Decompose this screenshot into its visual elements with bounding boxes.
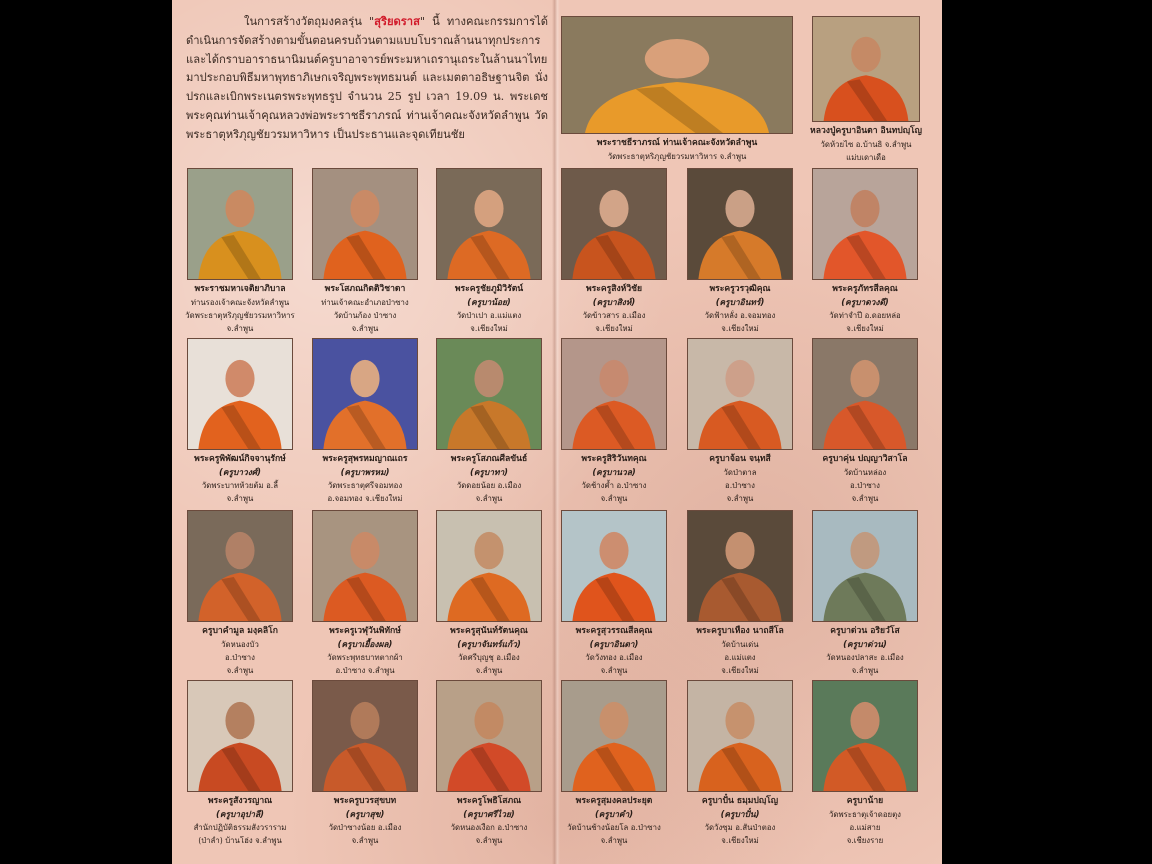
monk-temple-line: จ.ลำพูน	[351, 836, 379, 845]
monk-temple-line: วัดพระพุทธบาทตากผ้า	[327, 653, 403, 662]
monk-alias: (ครูบาอินทร์)	[715, 297, 765, 307]
monk-temple-line: จ.ลำพูน	[475, 494, 503, 503]
monk-alias: (ครูบาด่วน)	[843, 639, 887, 649]
monk-temple-line: จ.ลำพูน	[226, 324, 254, 333]
monk-name: พระครูโสภณศีลขันธ์	[450, 454, 528, 464]
monk-caption	[428, 453, 550, 505]
monk-photo	[561, 168, 667, 280]
monk-temple-line: จ.ลำพูน	[226, 494, 254, 503]
monk-photo	[187, 510, 293, 622]
monk-temple-line: จ.เชียงใหม่	[595, 324, 633, 333]
monk-caption	[304, 283, 426, 335]
monk-temple-line: วัดป่าซางน้อย อ.เมือง	[328, 823, 402, 832]
monk-photo	[436, 510, 542, 622]
monk-name: พระครูโพธิโสภณ	[456, 796, 522, 806]
monk-caption	[179, 283, 301, 335]
monk-temple-line: วัดพระธาตุหริภุญชัยวรมหาวิหาร จ.ลำพูน	[607, 152, 747, 161]
monk-photo	[687, 510, 793, 622]
monk-photo	[187, 168, 293, 280]
monk-caption	[804, 125, 928, 164]
monk-alias: (ครูบาคำ)	[594, 809, 634, 819]
monk-name: พระครูบาเหือง นาถสีโล	[696, 626, 784, 636]
monk-alias: (ครูบาเยื้องผล)	[337, 639, 393, 649]
monk-temple-line: จ.เชียงใหม่	[721, 666, 759, 675]
monk-photo	[436, 680, 542, 792]
monk-photo	[812, 168, 918, 280]
monk-caption	[304, 453, 426, 505]
monk-name: พระครูชัยภูมิวิรัตน์	[454, 284, 524, 294]
monk-name: ครูบาน้าย	[846, 796, 884, 806]
monk-temple-line: จ.ลำพูน	[475, 666, 503, 675]
monk-photo	[187, 338, 293, 450]
monk-caption	[428, 795, 550, 847]
monk-name: พระโสภณกิตติวิชาดา	[324, 284, 406, 294]
monk-photo	[312, 510, 418, 622]
monk-temple-line: วัดพระธาตุหริภุญชัยวรมหาวิหาร	[185, 311, 295, 320]
monk-temple-line: อ.จอมทอง จ.เชียงใหม่	[327, 494, 403, 503]
monk-name: ครูบาคุ่น ปญฺญาวิสาโล	[822, 454, 908, 464]
monk-caption	[679, 625, 801, 677]
monk-temple-line: จ.เชียงใหม่	[846, 324, 884, 333]
monk-temple-line: วัดพระธาตุศรีจอมทอง	[327, 481, 403, 490]
monk-alias: (ครูบาศรีไวย)	[463, 809, 515, 819]
monk-photo	[812, 510, 918, 622]
intro-text-start: ในการสร้างวัตถุมงคลรุ่น "	[244, 15, 375, 28]
monk-caption	[804, 453, 926, 505]
brochure-page	[172, 0, 942, 864]
monk-photo	[561, 338, 667, 450]
monk-photo	[187, 680, 293, 792]
monk-caption	[428, 625, 550, 677]
monk-name: หลวงปู่ครูบาอินตา อินทปญฺโญ	[810, 126, 922, 136]
monk-alias: (ครูบาน้อย)	[467, 297, 511, 307]
monk-temple-line: วัดบ้านช้างน้อยโล อ.ป่าซาง	[567, 823, 661, 832]
monk-name: พระครูสุนันท์รัตนคุณ	[450, 626, 528, 636]
monk-photo	[561, 510, 667, 622]
monk-alias: (ครูบาสุข)	[345, 809, 385, 819]
monk-temple-line: อ.แม่แตง	[724, 653, 756, 662]
monk-alias: (ครูบาวงศ์)	[219, 467, 261, 477]
monk-photo	[561, 680, 667, 792]
monk-alias: (ครูบานวล)	[592, 467, 636, 477]
intro-paragraph	[186, 12, 548, 145]
monk-photo	[436, 168, 542, 280]
monk-temple-line: จ.เชียงใหม่	[721, 836, 759, 845]
monk-name: พระครูสิงห์วิชัย	[585, 284, 643, 294]
monk-photo	[561, 16, 793, 134]
monk-caption	[304, 795, 426, 847]
monk-temple-line: วัดป่าตาล	[723, 468, 757, 477]
monk-temple-line: วัดบ้านเด่น	[721, 640, 759, 649]
monk-name: พระครูวรวุฒิคุณ	[709, 284, 771, 294]
monk-name: พระราชธีราภรณ์ ท่านเจ้าคณะจังหวัดลำพูน	[596, 138, 758, 148]
monk-temple-line: แม่บเดาเดือ	[846, 153, 886, 162]
monk-temple-line: ท่านเจ้าคณะอำเภอป่าซาง	[321, 298, 409, 307]
monk-caption	[179, 795, 301, 847]
monk-temple-line: จ.เชียงใหม่	[470, 324, 508, 333]
monk-name: ครูบาจ้อน จนฺทสี	[709, 454, 771, 464]
monk-temple-line: วัดวังซุม อ.สันป่าตอง	[704, 823, 776, 832]
monk-name: พระครูสุวรรณสีลคุณ	[575, 626, 653, 636]
monk-caption	[179, 625, 301, 677]
monk-caption	[179, 453, 301, 505]
monk-temple-line: วัดหนองเงือก อ.ป่าซาง	[450, 823, 528, 832]
monk-caption	[553, 625, 675, 677]
monk-name: พระครูสิริวันทคุณ	[581, 454, 647, 464]
monk-temple-line: จ.ลำพูน	[351, 324, 379, 333]
monk-temple-line: อ.ป่าซาง จ.ลำพูน	[335, 666, 395, 675]
monk-name: ครูบาคำมูล มงฺคลิโก	[202, 626, 278, 636]
monk-name: พระครูภัทรสีลคุณ	[832, 284, 898, 294]
monk-photo	[436, 338, 542, 450]
monk-temple-line: อ.ป่าซาง	[225, 653, 255, 662]
monk-temple-line: วัดดอยน้อย อ.เมือง	[456, 481, 522, 490]
monk-caption	[804, 625, 926, 677]
monk-temple-line: อ.ป่าซาง	[725, 481, 755, 490]
monk-alias: (ครูบาจันทร์แก้ว)	[457, 639, 521, 649]
monk-temple-line: วัดวังทอง อ.เมือง	[585, 653, 643, 662]
monk-temple-line: วัดห้วยไซ อ.บ้านธิ จ.ลำพูน	[820, 140, 912, 149]
monk-caption	[553, 453, 675, 505]
monk-name: พระครูสังวรญาณ	[207, 796, 273, 806]
monk-temple-line: ท่านรองเจ้าคณะจังหวัดลำพูน	[190, 298, 290, 307]
monk-name: พระครูสุมงคลประยุต	[575, 796, 653, 806]
monk-alias: (ครูบาสิงห์)	[592, 297, 636, 307]
monk-caption	[679, 453, 801, 505]
monk-temple-line: จ.ลำพูน	[851, 494, 879, 503]
monk-temple-line: จ.ลำพูน	[226, 666, 254, 675]
monk-caption	[428, 283, 550, 335]
monk-name: พระราชมหาเจติยาภิบาล	[194, 284, 286, 294]
monk-temple-line: จ.ลำพูน	[851, 666, 879, 675]
monk-name: ครูบาด่วน อริยวํโส	[830, 626, 900, 636]
monk-temple-line: วัดหนองบัว	[221, 640, 259, 649]
monk-photo	[812, 680, 918, 792]
monk-temple-line: จ.ลำพูน	[600, 494, 628, 503]
monk-temple-line: อ.แม่สาย	[849, 823, 881, 832]
page-fold	[552, 0, 560, 864]
monk-caption	[679, 795, 801, 847]
monk-temple-line: วัดป่าเปา อ.แม่แตง	[456, 311, 522, 320]
monk-name: พระครูสุพรหมญาณเถร	[322, 454, 408, 464]
monk-photo	[812, 338, 918, 450]
monk-caption	[553, 795, 675, 847]
monk-photo	[687, 168, 793, 280]
monk-temple-line: จ.เชียงใหม่	[721, 324, 759, 333]
monk-caption	[804, 795, 926, 847]
monk-temple-line: จ.เชียงราย	[846, 836, 884, 845]
monk-photo	[312, 168, 418, 280]
monk-name: พระครูเวฬุวันพิทักษ์	[329, 626, 401, 636]
monk-temple-line: วัดข้าวสาร อ.เมือง	[582, 311, 646, 320]
monk-alias: (ครูบาอุปาลี)	[216, 809, 264, 819]
monk-temple-line: วัดหนองปลาสะ อ.เมือง	[826, 653, 904, 662]
monk-temple-line: สำนักปฏิบัติธรรมสังวราราม	[193, 823, 287, 832]
monk-temple-line: วัดช้างค้ำ อ.ป่าซาง	[581, 481, 647, 490]
monk-caption	[679, 283, 801, 335]
monk-caption	[553, 137, 801, 163]
monk-temple-line: วัดศรีบุญชุ อ.เมือง	[458, 653, 520, 662]
monk-photo	[812, 16, 920, 122]
monk-temple-line: วัดฟ้าหลั่ง อ.จอมทอง	[704, 311, 776, 320]
monk-temple-line: จ.ลำพูน	[600, 836, 628, 845]
monk-temple-line: วัดบ้านหล่อง	[843, 468, 887, 477]
monk-temple-line: วัดพระธาตุเจ้าดอยตุง	[829, 810, 901, 819]
monk-photo	[687, 338, 793, 450]
intro-text-rest: " นี้ ทางคณะกรรมการได้ดำเนินการจัดสร้างตามขั้นตอนครบถ้วนตามแบบโบราณล้านนาทุกประการ และได้กราบอาราธนานิมนต์ครูบาอาจารย์พระมหาเถรานุเถระในล้านนาไทยมาประกอบพิธีมหาพุทธาภิเษกเจริญพระพุทธมนต์ และเมตตาอธิษฐานจิต นั่งปรกและเบิกพระเนตรพระพุทธรูป จำนวน 25 รูป เวลา 19.09 น. พระเดชพระคุณท่านเจ้าคุณหลวงพ่อพระราชธีราภรณ์ ท่านเจ้าคณะจังหวัดลำพูน วัดพระธาตุหริภุญชัยวรมหาวิหาร เป็นประธานและจุดเทียนชัย	[186, 15, 548, 141]
monk-temple-line: จ.ลำพูน	[475, 836, 503, 845]
monk-alias: (ครูบาทา)	[470, 467, 508, 477]
monk-photo	[312, 680, 418, 792]
monk-temple-line: (ป่าลำ) บ้านโฮ่ง จ.ลำพูน	[198, 836, 282, 845]
monk-alias: (ครูบาดวงดี)	[841, 297, 889, 307]
monk-caption	[553, 283, 675, 335]
monk-temple-line: วัดบ้านก้อง ป่าซาง	[333, 311, 397, 320]
monk-temple-line: จ.ลำพูน	[600, 666, 628, 675]
monk-temple-line: จ.ลำพูน	[726, 494, 754, 503]
amulet-series-name: สุริยดราส	[374, 14, 420, 28]
monk-temple-line: อ.ป่าซาง	[850, 481, 880, 490]
monk-temple-line: วัดพระบาทห้วยต้ม อ.ลี้	[201, 481, 279, 490]
monk-name: พระครูพิพัฒน์กิจจานุรักษ์	[194, 454, 286, 464]
monk-photo	[687, 680, 793, 792]
monk-alias: (ครูบาพรหม)	[340, 467, 390, 477]
monk-name: ครูบาปั๋น ธมฺมปญฺโญ	[701, 796, 779, 806]
monk-alias: (ครูบาปั๋น)	[720, 809, 760, 819]
monk-alias: (ครูบาอินตา)	[589, 639, 639, 649]
monk-temple-line: วัดท่าจำปี อ.ดอยหล่อ	[829, 311, 901, 320]
monk-caption	[304, 625, 426, 677]
monk-caption	[804, 283, 926, 335]
monk-photo	[312, 338, 418, 450]
monk-name: พระครูบวรสุขบท	[333, 796, 397, 806]
